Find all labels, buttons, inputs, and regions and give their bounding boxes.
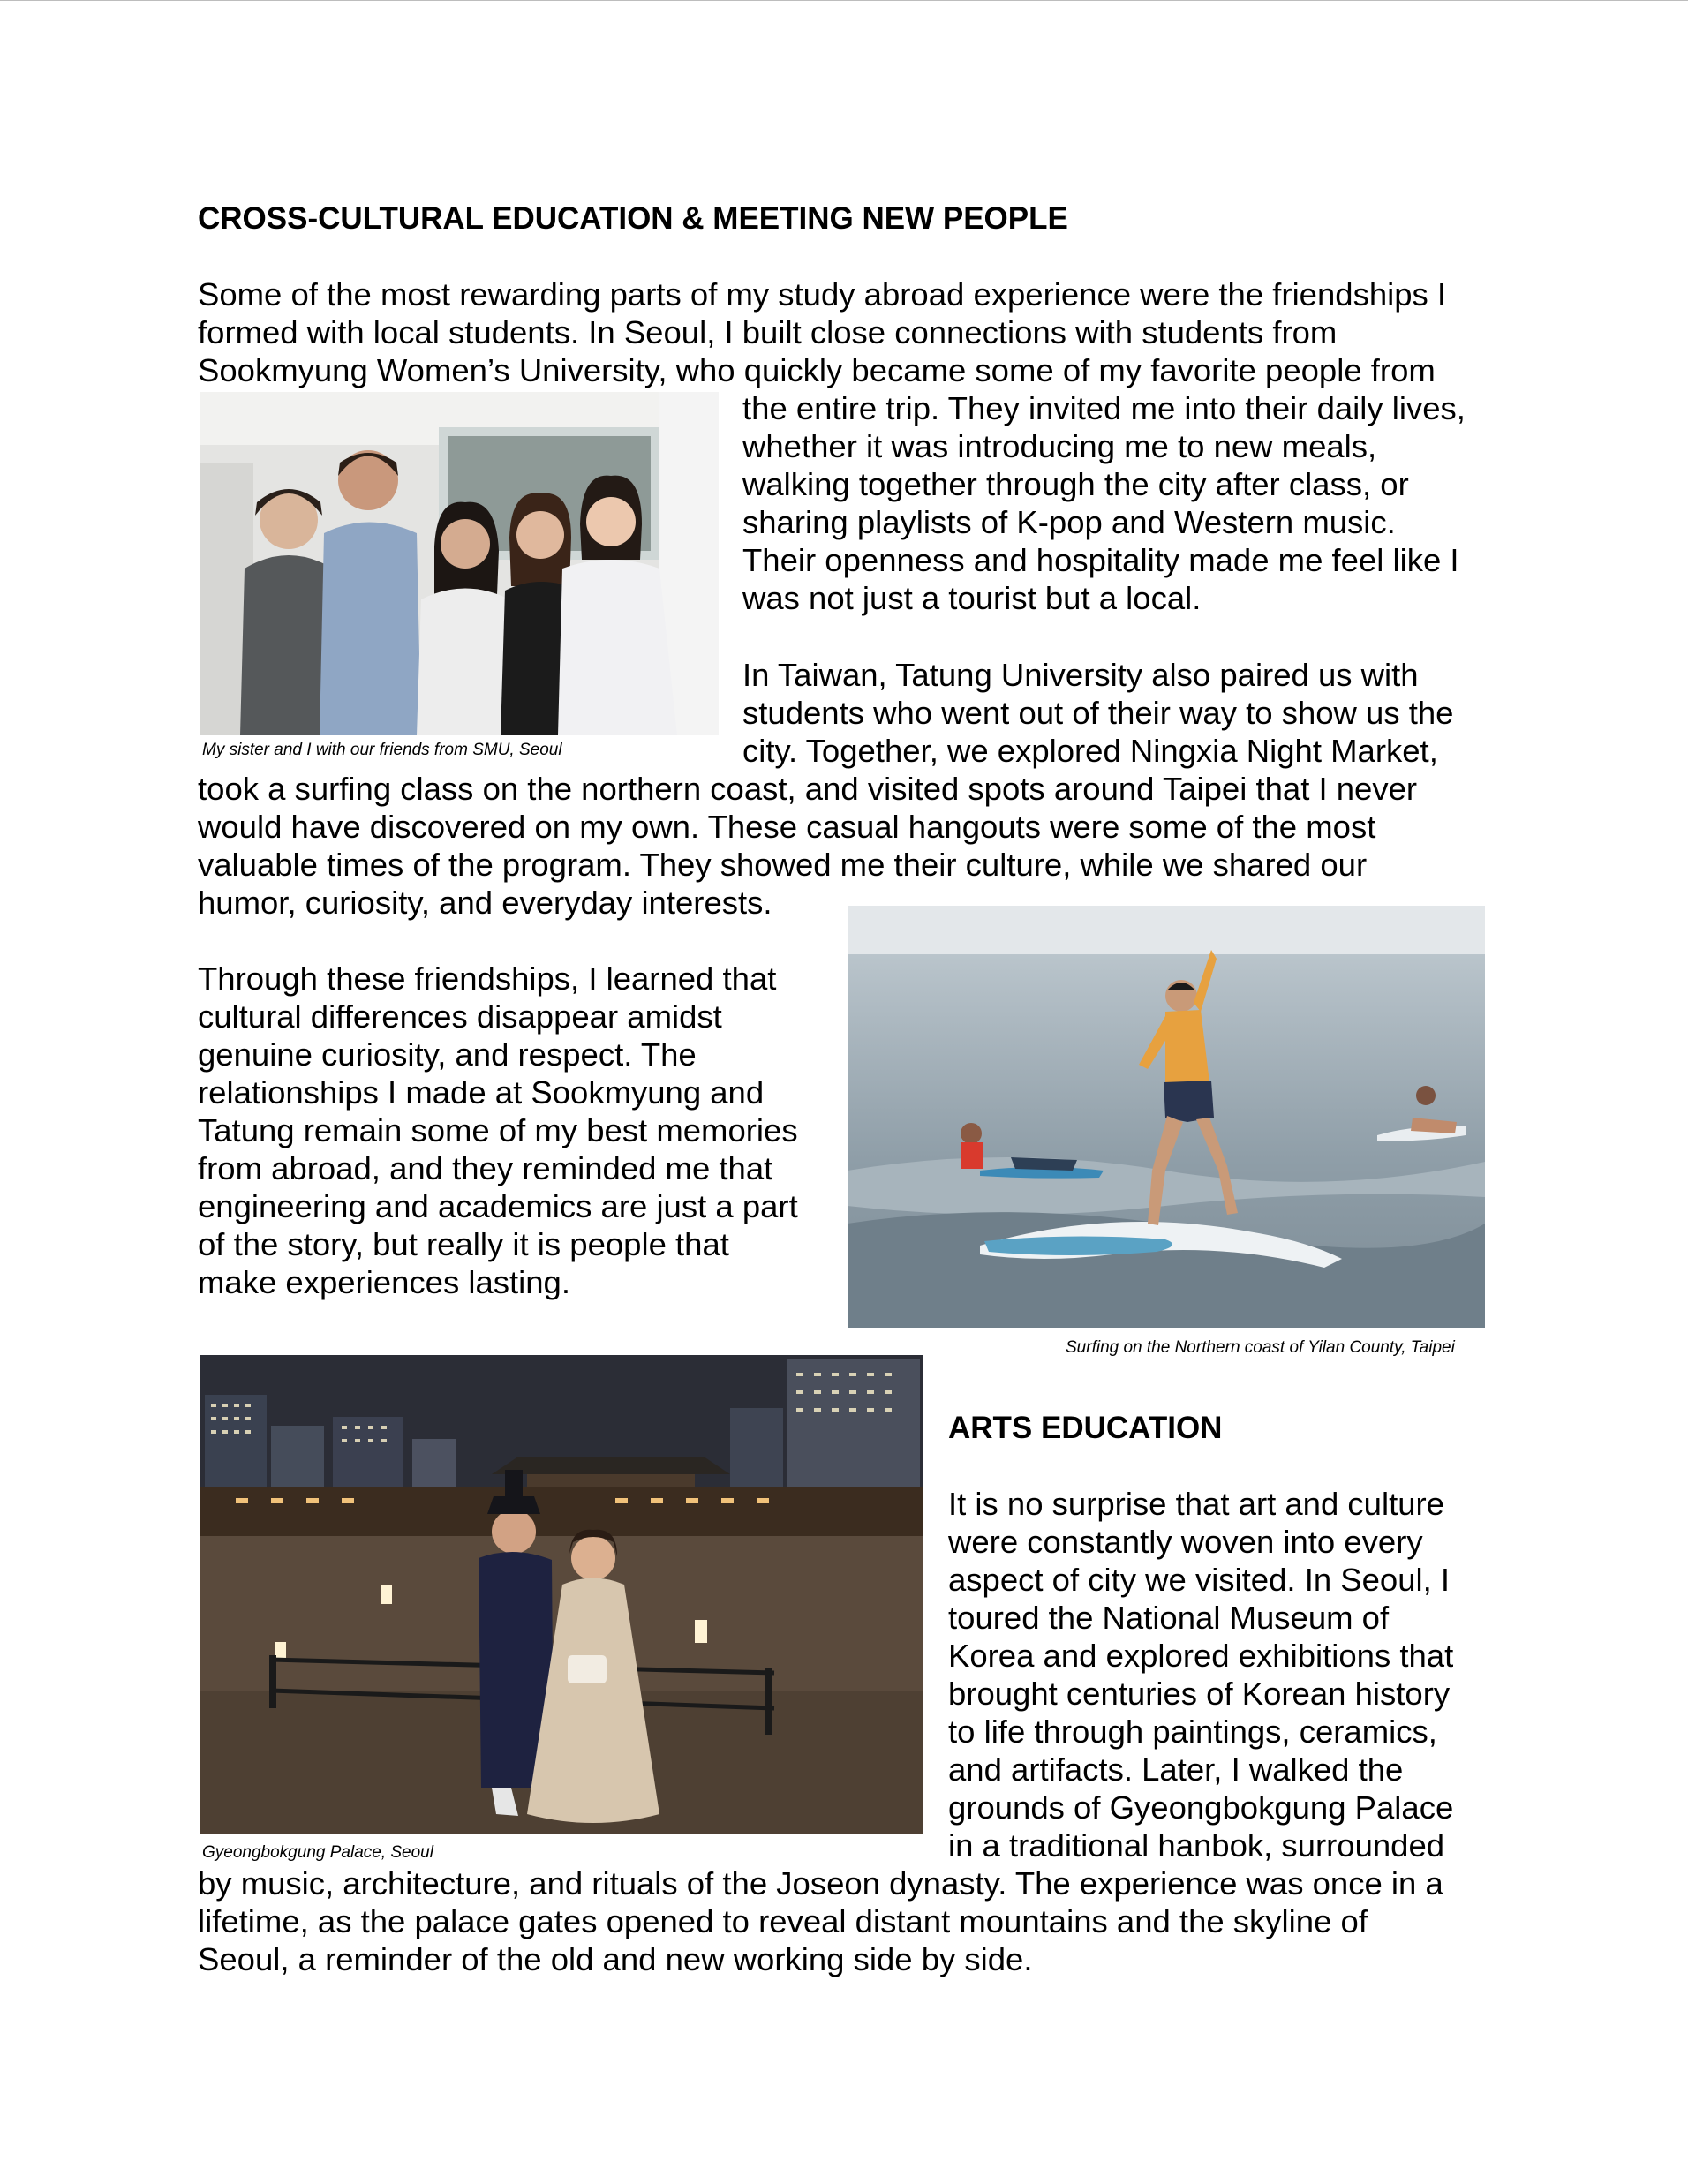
body-line: Korea and explored exhibitions that bbox=[948, 1638, 1454, 1674]
body-line: cultural differences disappear amidst bbox=[198, 998, 722, 1035]
body-line: Their openness and hospitality made me feel like I bbox=[742, 542, 1459, 578]
body-line: genuine curiosity, and respect. The bbox=[198, 1036, 697, 1073]
body-line: relationships I made at Sookmyung and bbox=[198, 1074, 765, 1111]
body-line: brought centuries of Korean history bbox=[948, 1676, 1451, 1712]
body-line: took a surfing class on the northern coast, and visited spots around Taipei that I never bbox=[198, 771, 1418, 807]
body-line: was not just a tourist but a local. bbox=[742, 580, 1202, 616]
body-line: Tatung remain some of my best memories bbox=[198, 1112, 798, 1148]
section-heading-arts-education: ARTS EDUCATION bbox=[948, 1411, 1223, 1445]
body-line: toured the National Museum of bbox=[948, 1600, 1390, 1636]
body-line: whether it was introducing me to new meals, bbox=[742, 428, 1377, 464]
body-line: Sookmyung Women’s University, who quickly became some of my favorite people from bbox=[198, 352, 1436, 388]
body-line: the entire trip. They invited me into their daily lives, bbox=[742, 390, 1466, 426]
surfing-photo-caption: Surfing on the Northern coast of Yilan County, Taipei bbox=[1066, 1338, 1455, 1357]
page-top-border bbox=[0, 0, 1688, 1]
body-line: aspect of city we visited. In Seoul, I bbox=[948, 1562, 1451, 1598]
body-line: Some of the most rewarding parts of my study abroad experience were the friendships I bbox=[198, 276, 1447, 313]
body-line: city. Together, we explored Ningxia Night Market, bbox=[742, 733, 1438, 769]
surfing-photo bbox=[848, 906, 1485, 1328]
body-line: valuable times of the program. They showed me their culture, while we shared our bbox=[198, 847, 1368, 883]
friends-group-photo bbox=[200, 392, 719, 735]
body-line: lifetime, as the palace gates opened to reveal distant mountains and the skyline of bbox=[198, 1903, 1368, 1939]
friends-photo-caption: My sister and I with our friends from SMU, Seoul bbox=[202, 741, 562, 759]
body-line: sharing playlists of K-pop and Western music. bbox=[742, 504, 1396, 540]
body-line: would have discovered on my own. These casual hangouts were some of the most bbox=[198, 809, 1376, 845]
body-line: grounds of Gyeongbokgung Palace bbox=[948, 1789, 1454, 1826]
body-line: engineering and academics are just a part bbox=[198, 1188, 798, 1224]
body-line: and artifacts. Later, I walked the bbox=[948, 1751, 1404, 1788]
body-line: in a traditional hanbok, surrounded bbox=[948, 1827, 1445, 1864]
body-line: of the story, but really it is people that bbox=[198, 1226, 729, 1262]
palace-photo-caption: Gyeongbokgung Palace, Seoul bbox=[202, 1843, 433, 1862]
body-line: formed with local students. In Seoul, I built close connections with students from bbox=[198, 314, 1338, 350]
body-line: In Taiwan, Tatung University also paired us with bbox=[742, 657, 1419, 693]
body-line: by music, architecture, and rituals of the Joseon dynasty. The experience was once in a bbox=[198, 1865, 1443, 1902]
palace-photo bbox=[200, 1355, 923, 1834]
body-line: to life through paintings, ceramics, bbox=[948, 1713, 1437, 1750]
body-line: Seoul, a reminder of the old and new working side by side. bbox=[198, 1941, 1033, 1977]
body-line: walking together through the city after class, or bbox=[742, 466, 1409, 502]
body-line: were constantly woven into every bbox=[948, 1524, 1423, 1560]
body-line: It is no surprise that art and culture bbox=[948, 1486, 1444, 1522]
body-line: humor, curiosity, and everyday interests. bbox=[198, 885, 772, 921]
section-heading-cross-cultural: CROSS-CULTURAL EDUCATION & MEETING NEW PEOPLE bbox=[198, 201, 1068, 236]
body-line: from abroad, and they reminded me that bbox=[198, 1150, 773, 1186]
body-line: make experiences lasting. bbox=[198, 1264, 570, 1300]
body-line: students who went out of their way to show us the bbox=[742, 695, 1454, 731]
body-line: Through these friendships, I learned that bbox=[198, 960, 777, 997]
